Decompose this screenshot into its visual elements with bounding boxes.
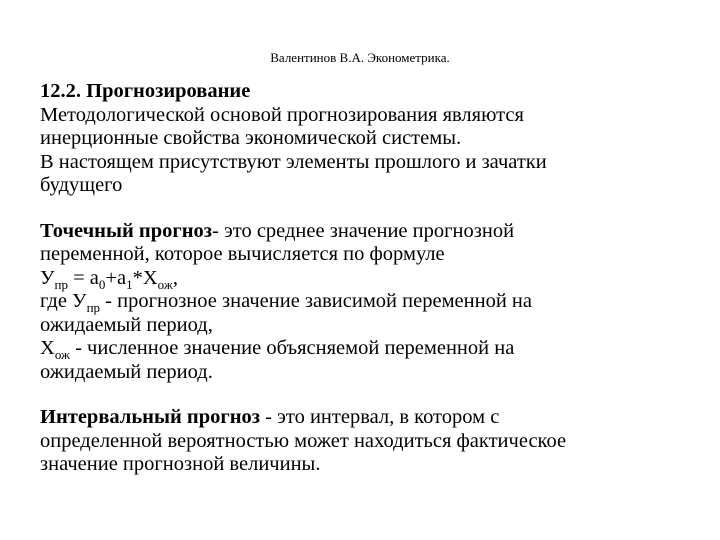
intro-line-3: В настоящем присутствуют элементы прошлого и зачатки: [40, 150, 547, 173]
interval-forecast-definition-2: определенной вероятностью может находиться фактическое: [40, 429, 567, 452]
point-forecast-definition-2: переменной, которое вычисляется по формуле: [40, 243, 445, 265]
forecast-formula: $У_{пр} = а_0+а_1*Х_{ож}$,: [40, 266, 178, 292]
interval-forecast-definition: Интервальный прогноз - это интервал, в котором с: [40, 406, 500, 428]
interval-forecast-term: Интервальный прогноз: [40, 406, 260, 428]
where-x-line-2: ожидаемый период.: [40, 360, 213, 383]
where-y-line: где $У_{пр}$ - прогнозное значение зависимой переменной на: [40, 290, 533, 315]
slide-content: [40, 80, 690, 477]
intro-line-1: Методологической основой прогнозирования являются: [40, 103, 524, 126]
point-forecast-term: Точечный прогноз: [40, 219, 213, 242]
slide-header: Валентинов В.А. Эконометрика.: [270, 50, 450, 65]
intro-line-2: инерционные свойства экономической системы.: [40, 127, 462, 149]
interval-forecast-definition-3: значение прогнозной величины.: [40, 453, 321, 475]
point-forecast-definition: Точечный прогноз- это среднее значение прогнозной: [40, 219, 515, 242]
where-y-line-2: ожидаемый период,: [40, 313, 213, 336]
where-x-line: $Х_{ож}$ - численное значение объясняемой переменной на: [40, 337, 515, 362]
section-title: 12.2. Прогнозирование: [40, 80, 251, 102]
intro-line-4: будущего: [40, 174, 123, 196]
